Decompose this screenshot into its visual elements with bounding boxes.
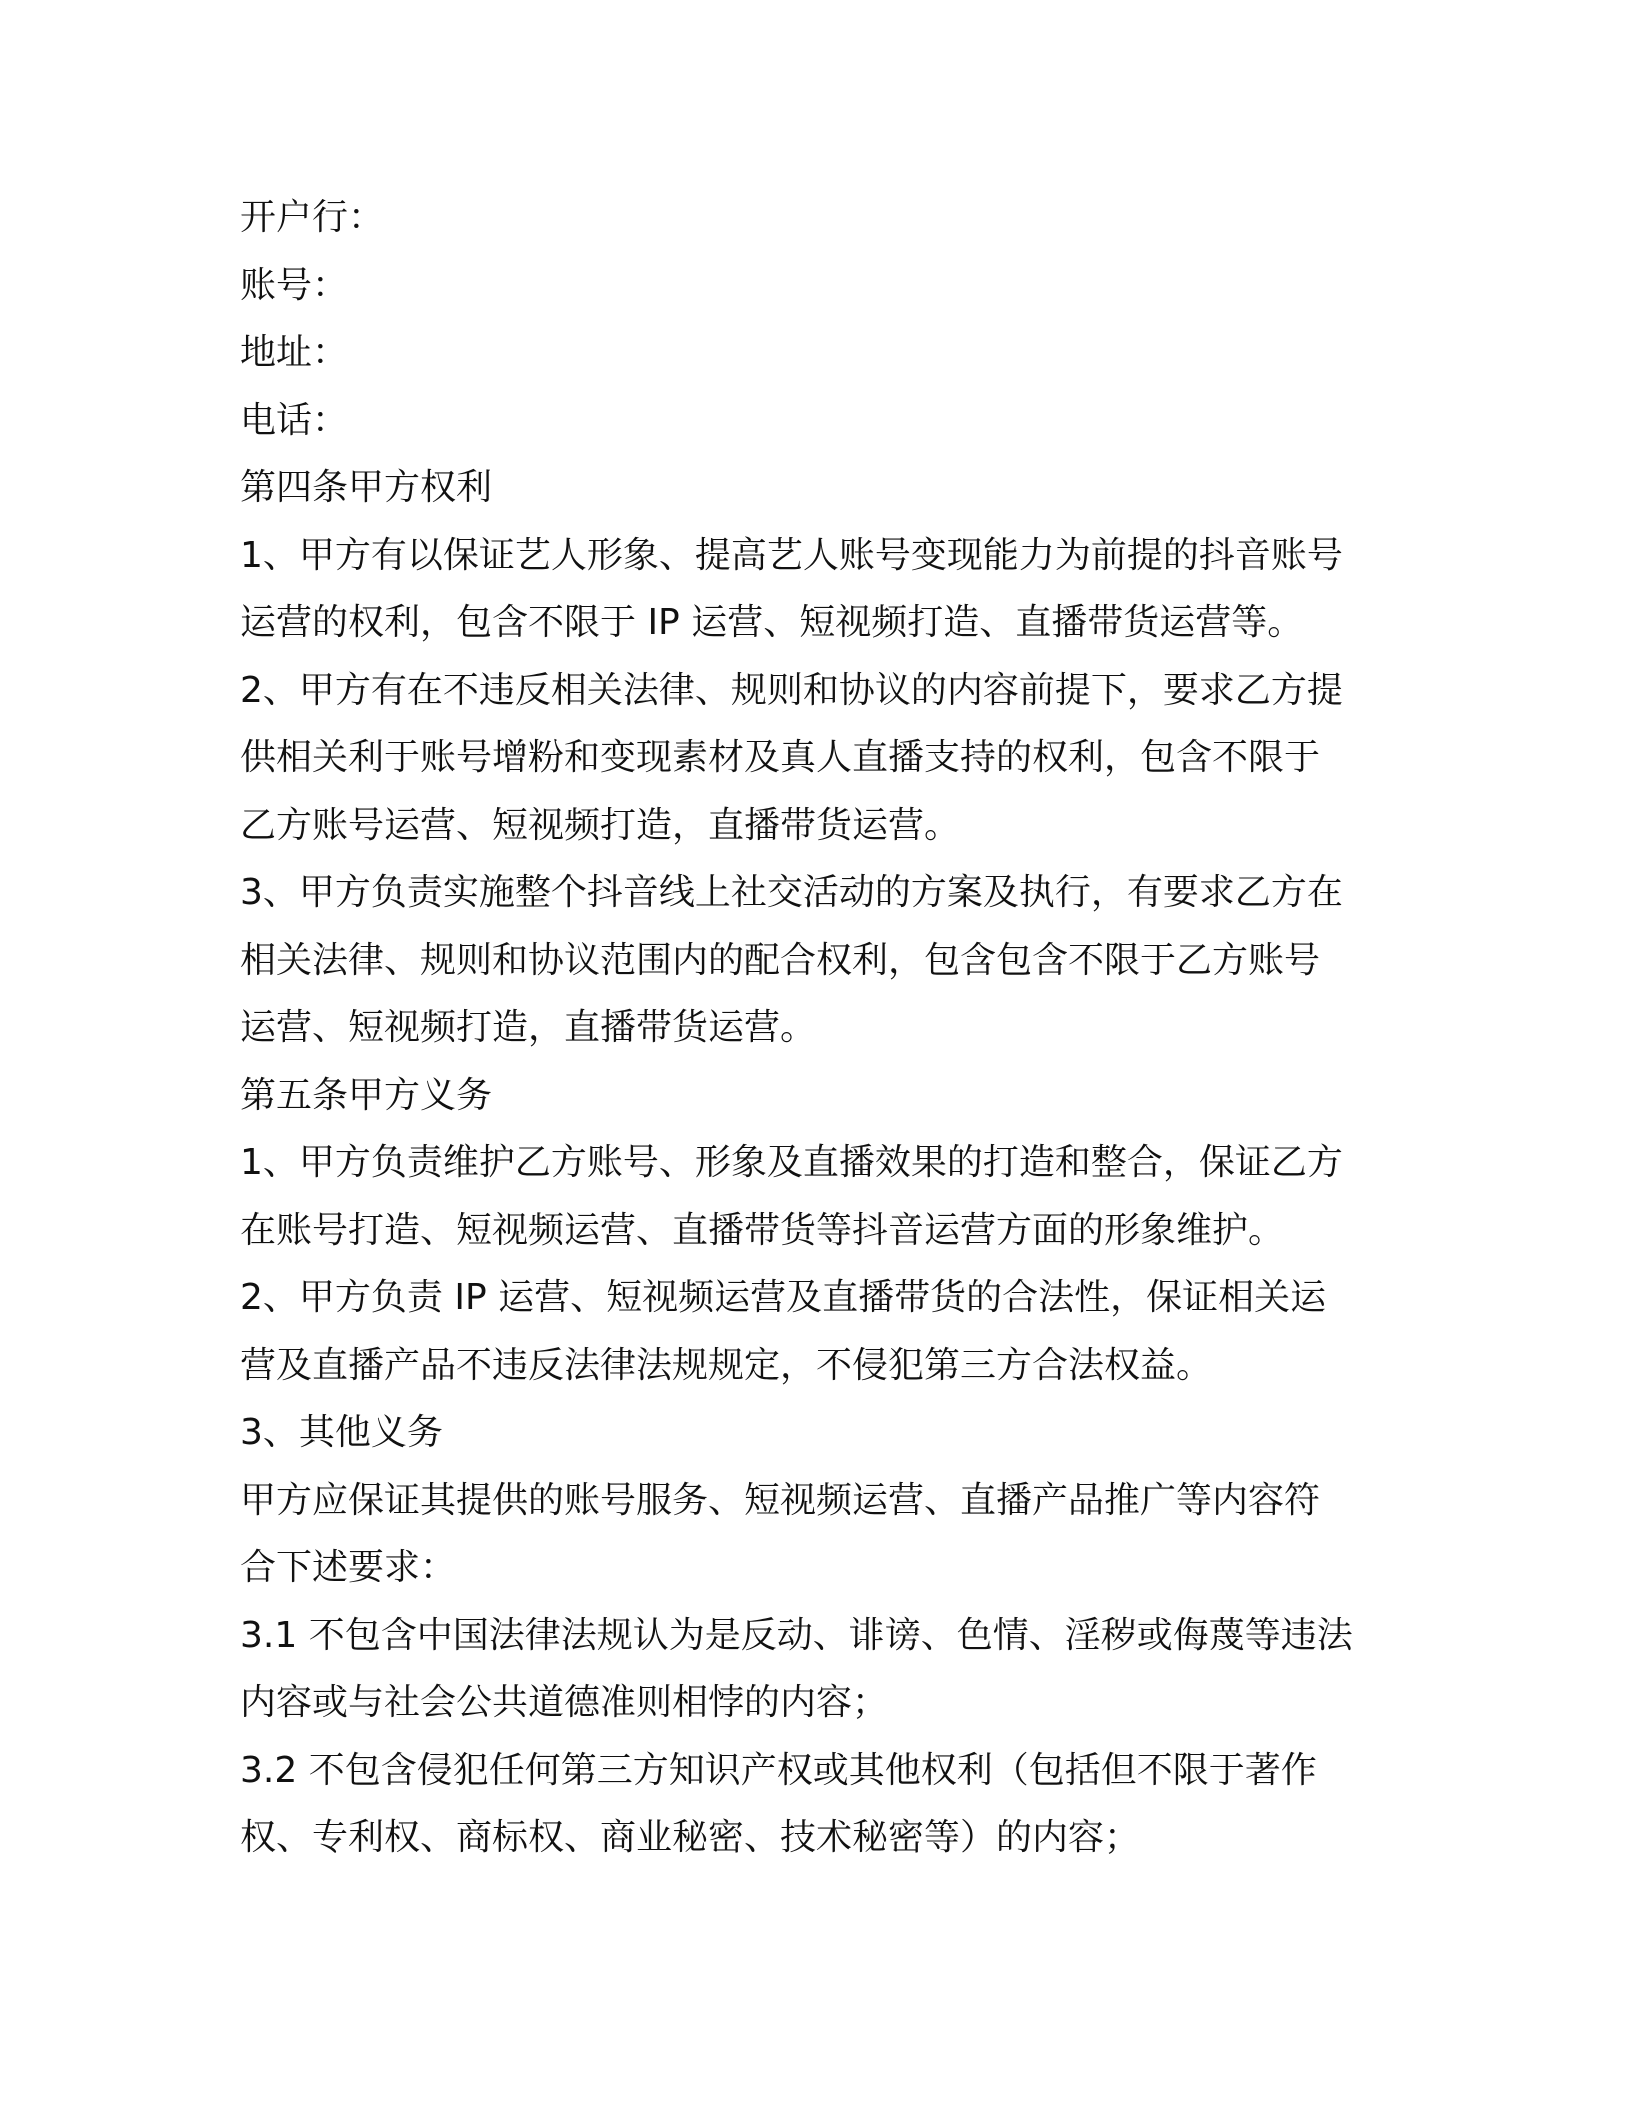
document-body [240,184,1390,1872]
text-line: 甲方应保证其提供的账号服务、短视频运营、直播产品推广等内容符 [240,1479,1321,1521]
text-line: 合下述要求： [240,1547,457,1588]
text-line: 权、专利权、商标权、商业秘密、技术秘密等）的内容； [240,1817,1141,1858]
text-line: 相关法律、规则和协议范围内的配合权利，包含包含不限于乙方账号 [240,939,1321,981]
text-line: 3.2 不包含侵犯任何第三方知识产权或其他权利（包括但不限于著作 [240,1749,1317,1791]
text-line: 运营的权利，包含不限于 IP 运营、短视频打造、直播带货运营等。 [240,602,1304,643]
text-line: 1、甲方负责维护乙方账号、形象及直播效果的打造和整合，保证乙方 [240,1142,1343,1183]
article-5-heading: 第五条甲方义务 [240,1074,493,1116]
text-line: 3、甲方负责实施整个抖音线上社交活动的方案及执行，有要求乙方在 [240,872,1343,913]
text-line: 3、其他义务 [240,1412,443,1453]
text-line: 2、甲方有在不违反相关法律、规则和协议的内容前提下，要求乙方提 [240,669,1343,711]
text-line: 营及直播产品不违反法律法规规定，不侵犯第三方合法权益。 [240,1344,1213,1386]
phone-field-label: 电话： [240,399,349,441]
text-line: 乙方账号运营、短视频打造，直播带货运营。 [240,804,961,846]
text-line: 2、甲方负责 IP 运营、短视频运营及直播带货的合法性，保证相关运 [240,1277,1327,1318]
text-line: 1、甲方有以保证艺人形象、提高艺人账号变现能力为前提的抖音账号 [240,534,1343,576]
article-4-heading: 第四条甲方权利 [240,467,493,508]
text-line: 内容或与社会公共道德准则相悖的内容； [240,1682,889,1723]
text-line: 供相关利于账号增粉和变现素材及真人直播支持的权利，包含不限于 [240,737,1321,778]
account-field-label: 账号： [240,264,349,306]
address-field-label: 地址： [240,332,349,373]
text-line: 在账号打造、短视频运营、直播带货等抖音运营方面的形象维护。 [240,1209,1285,1251]
text-line: 运营、短视频打造，直播带货运营。 [240,1007,817,1048]
bank-field-label: 开户行： [240,197,385,238]
text-line: 3.1 不包含中国法律法规认为是反动、诽谤、色情、淫秽或侮蔑等违法 [240,1614,1353,1656]
